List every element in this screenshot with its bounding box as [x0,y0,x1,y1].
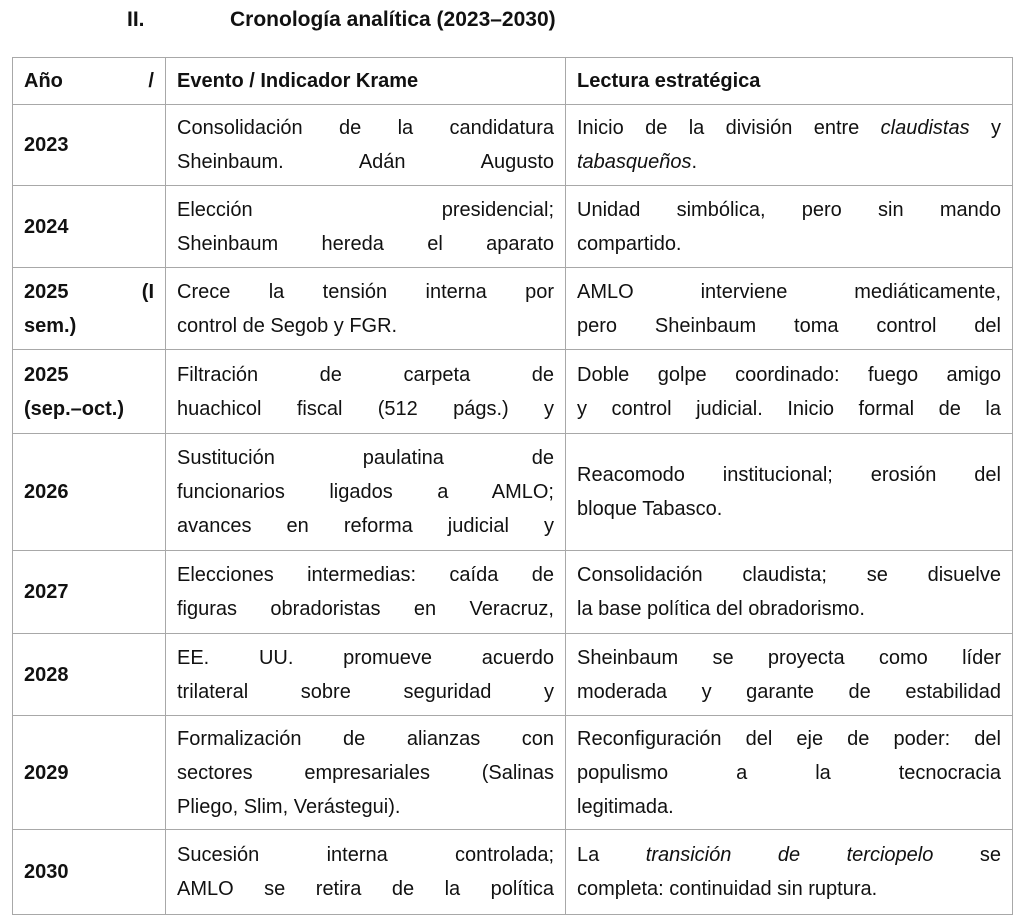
event-cell [166,105,566,186]
table-row [13,830,1013,915]
text: Consolidación claudista; se disuelve [577,564,1001,586]
text: Elecciones intermedias: caída de [177,564,554,586]
cell-line [24,128,154,162]
table-row [13,551,1013,634]
cell-line [24,475,154,509]
cell-line [577,592,1001,626]
table-row [13,634,1013,716]
text: se [933,844,1001,866]
cell-line [577,111,1001,145]
italic-text: tabasqueños [577,151,692,173]
text: EE. UU. promueve acuerdo [177,646,554,669]
year-cell [13,350,166,434]
text: Crece la tensión interna por [177,280,554,303]
cell-line [24,575,154,609]
year-cell [13,551,166,634]
text: la base política del obradorismo. [577,598,865,620]
table-body [13,58,1013,915]
reading-cell [566,186,1013,268]
cell-line [177,475,554,509]
cell-line [24,392,154,426]
year-cell [13,716,166,830]
text: La [577,844,646,866]
text: Sucesión interna controlada; [177,844,554,866]
year-cell [13,434,166,551]
cell-line [177,275,554,309]
section-heading [0,8,1024,38]
cell-line [177,441,554,475]
cell-line [177,872,554,906]
text: y [969,117,1001,139]
year-cell [13,186,166,268]
text: Formalización de alianzas con [177,727,554,750]
text: Unidad simbólica, pero sin mando [577,198,1001,221]
cell-line [177,358,554,392]
text: Sustitución paulatina de [177,447,554,469]
cell-line [577,358,1001,392]
cell-line [177,193,554,227]
table-header-row [13,58,1013,105]
table-row [13,105,1013,186]
cell-line [177,111,554,145]
cell-line [577,392,1001,426]
text: Filtración de carpeta de [177,363,554,386]
event-cell [166,716,566,830]
chronology-table [12,57,1013,915]
reading-cell [566,634,1013,716]
text: 2030 [24,861,69,883]
text: Sheinbaum se proyecta como líder [577,646,1001,669]
cell-line [577,558,1001,592]
cell-line [177,592,554,626]
header-event [166,58,566,105]
reading-cell [566,551,1013,634]
text: funcionarios ligados a AMLO; [177,481,554,503]
text: Doble golpe coordinado: fuego amigo [577,363,1001,386]
text: Sheinbaum. Adán Augusto [177,151,554,173]
cell-line [177,558,554,592]
table-row [13,716,1013,830]
text: AMLO se retira de la política [177,878,554,900]
header-reading [566,58,1013,105]
event-cell [166,634,566,716]
cell-line [177,64,554,98]
text: pero Sheinbaum toma control del [577,314,1001,337]
cell-line [177,756,554,790]
cell-line [177,675,554,709]
text: 2029 [24,761,69,784]
text: populismo a la tecnocracia [577,761,1001,784]
cell-line [177,309,554,343]
text: Elección presidencial; [177,198,554,221]
text: huachicol fiscal (512 págs.) y [177,397,554,420]
cell-line [577,309,1001,343]
text: 2023 [24,134,69,156]
cell-line [177,790,554,824]
reading-cell [566,350,1013,434]
cell-line [577,193,1001,227]
text: 2025 (I [24,280,154,303]
cell-line [177,145,554,179]
text: y control judicial. Inicio formal de la [577,397,1001,420]
text: Pliego, Slim, Verástegui). [177,795,401,818]
text: AMLO interviene mediáticamente, [577,280,1001,303]
reading-cell [566,268,1013,350]
year-cell [13,105,166,186]
cell-line [577,458,1001,492]
cell-line [24,756,154,790]
cell-line [24,64,154,98]
reading-cell [566,434,1013,551]
text: 2024 [24,215,69,238]
cell-line [577,64,1001,98]
text: legitimada. [577,795,674,818]
table-row [13,268,1013,350]
text: Reconfiguración del eje de poder: del [577,727,1001,750]
cell-line [177,509,554,543]
cell-line [577,722,1001,756]
event-cell [166,551,566,634]
cell-line [24,309,154,343]
text: 2027 [24,581,69,603]
text: sectores empresariales (Salinas [177,761,554,784]
section-title: Cronología analítica (2023–2030) [230,8,556,31]
table-row [13,186,1013,268]
reading-cell [566,716,1013,830]
cell-line [577,756,1001,790]
cell-line [177,392,554,426]
cell-line [577,790,1001,824]
reading-cell [566,830,1013,915]
text: Reacomodo institucional; erosión del [577,464,1001,486]
cell-line [177,722,554,756]
event-cell [166,268,566,350]
reading-cell [566,105,1013,186]
cell-line [24,855,154,889]
table-row [13,434,1013,551]
cell-line [577,641,1001,675]
year-cell [13,830,166,915]
text: control de Segob y FGR. [177,314,398,337]
year-cell [13,268,166,350]
cell-line [177,227,554,261]
text: Evento / Indicador Krame [177,70,419,92]
cell-line [577,838,1001,872]
section-number: II. [127,8,145,31]
cell-line [577,145,1001,179]
text: compartido. [577,232,682,255]
event-cell [166,350,566,434]
text: 2026 [24,481,69,503]
cell-line [177,641,554,675]
cell-line [577,492,1001,526]
cell-line [24,658,154,692]
text: sem.) [24,314,77,337]
cell-line [24,275,154,309]
italic-text: claudistas [880,117,970,139]
cell-line [177,838,554,872]
cell-line [24,210,154,244]
text: Lectura estratégica [577,70,761,92]
text: bloque Tabasco. [577,498,723,520]
cell-line [577,275,1001,309]
cell-line [577,227,1001,261]
event-cell [166,830,566,915]
cell-line [577,872,1001,906]
text: 2025 [24,363,69,386]
text: figuras obradoristas en Veracruz, [177,598,554,620]
text: Inicio de la división entre [577,117,881,139]
year-cell [13,634,166,716]
table-row [13,350,1013,434]
header-year [13,58,166,105]
cell-line [577,675,1001,709]
event-cell [166,434,566,551]
text: completa: continuidad sin ruptura. [577,878,878,900]
text: (sep.–oct.) [24,397,125,420]
text: Sheinbaum hereda el aparato [177,232,554,255]
text: moderada y garante de estabilidad [577,680,1001,703]
text: 2028 [24,663,69,686]
italic-text: transición de terciopelo [645,844,934,866]
text: avances en reforma judicial y [177,515,554,537]
text: Consolidación de la candidatura [177,117,554,139]
text: Año / [24,70,154,92]
text: trilateral sobre seguridad y [177,680,554,703]
text: . [691,151,698,173]
cell-line [24,358,154,392]
event-cell [166,186,566,268]
